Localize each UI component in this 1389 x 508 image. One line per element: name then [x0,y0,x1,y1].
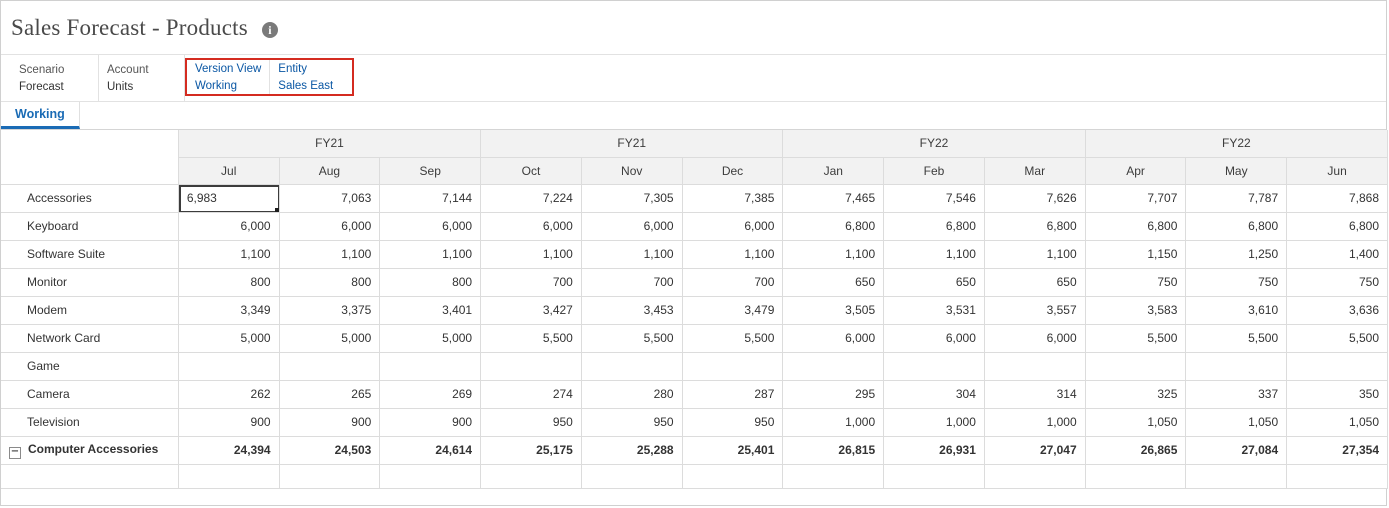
tab-working-label: Working [15,107,65,121]
cell-r1-c11[interactable]: 6,800 [1287,212,1388,240]
table-row [1,352,1388,380]
blank-cell [884,464,985,488]
blank-cell [380,464,481,488]
cell-r4-c5[interactable]: 3,479 [682,296,783,324]
cell-r7-c10[interactable]: 337 [1186,380,1287,408]
cell-r9-c0[interactable]: 24,394 [178,436,279,464]
cell-r2-c1[interactable]: 1,100 [279,240,380,268]
row-label-text: Accessories [27,191,92,205]
cell-r9-c3[interactable]: 25,175 [481,436,582,464]
cell-r3-c1[interactable]: 800 [279,268,380,296]
cell-r1-c6[interactable]: 6,800 [783,212,884,240]
cell-r6-c6[interactable] [783,352,884,380]
row-label-software-suite[interactable] [1,240,178,268]
month-header-apr[interactable]: Apr [1085,157,1186,184]
fill-handle[interactable] [275,208,280,213]
table-row [1,380,1388,408]
cell-r2-c11[interactable]: 1,400 [1287,240,1388,268]
table-row-blank [1,464,1388,488]
tab-working[interactable] [1,102,80,129]
pov-entity-value: Sales East [278,79,334,92]
table-body [1,184,1388,488]
cell-r0-c0[interactable] [178,184,279,212]
blank-cell [1186,464,1287,488]
table-row [1,436,1388,464]
blank-cell [1287,464,1388,488]
cell-r0-c7[interactable]: 7,546 [884,184,985,212]
cell-value: 6,983 [186,191,217,205]
row-label-network-card[interactable] [1,324,178,352]
cell-r6-c2[interactable] [380,352,481,380]
cell-r3-c7[interactable]: 650 [884,268,985,296]
row-label-monitor[interactable] [1,268,178,296]
cell-r3-c10[interactable]: 750 [1186,268,1287,296]
pov-scenario-value: Forecast [19,80,64,93]
cell-r2-c6[interactable]: 1,100 [783,240,884,268]
cell-r2-c3[interactable]: 1,100 [481,240,582,268]
cell-r5-c9[interactable]: 5,500 [1085,324,1186,352]
row-label-game[interactable] [1,352,178,380]
row-label-text: Game [27,359,60,373]
row-label-camera[interactable] [1,380,178,408]
row-label-text: Keyboard [27,219,79,233]
cell-r5-c3[interactable]: 5,500 [481,324,582,352]
forecast-table [1,130,1388,489]
cell-r9-c7[interactable]: 26,931 [884,436,985,464]
cell-r8-c8[interactable]: 1,000 [984,408,1085,436]
cell-r3-c6[interactable]: 650 [783,268,884,296]
cell-r7-c1[interactable]: 265 [279,380,380,408]
cell-r8-c2[interactable]: 900 [380,408,481,436]
blank-cell [178,464,279,488]
collapse-icon[interactable]: − [10,446,20,457]
tab-strip-filler [80,102,1386,129]
cell-r0-c8[interactable]: 7,626 [984,184,1085,212]
table-row [1,240,1388,268]
cell-r7-c6[interactable]: 295 [783,380,884,408]
cell-r6-c3[interactable] [481,352,582,380]
cell-r6-c0[interactable] [178,352,279,380]
year-header-fy22-q2[interactable]: FY22 [1085,130,1387,157]
cell-r8-c9[interactable]: 1,050 [1085,408,1186,436]
cell-r3-c9[interactable]: 750 [1085,268,1186,296]
year-header-fy22-q1[interactable]: FY22 [783,130,1085,157]
cell-r3-c5[interactable]: 700 [682,268,783,296]
row-label-text: Camera [27,387,70,401]
cell-r9-c10[interactable]: 27,084 [1186,436,1287,464]
cell-r4-c6[interactable]: 3,505 [783,296,884,324]
month-header-may[interactable]: May [1186,157,1287,184]
year-header-row [1,130,1388,157]
cell-r3-c4[interactable]: 700 [581,268,682,296]
cell-r8-c5[interactable]: 950 [682,408,783,436]
cell-r7-c5[interactable]: 287 [682,380,783,408]
pov-version-view-dimension: Version View [195,62,262,75]
cell-r5-c10[interactable]: 5,500 [1186,324,1287,352]
cell-r9-c1[interactable]: 24,503 [279,436,380,464]
cell-r7-c0[interactable]: 262 [178,380,279,408]
cell-r1-c9[interactable]: 6,800 [1085,212,1186,240]
cell-r6-c7[interactable] [884,352,985,380]
cell-r7-c9[interactable]: 325 [1085,380,1186,408]
cell-r8-c1[interactable]: 900 [279,408,380,436]
cell-r1-c2[interactable]: 6,000 [380,212,481,240]
cell-r4-c1[interactable]: 3,375 [279,296,380,324]
cell-r8-c3[interactable]: 950 [481,408,582,436]
pov-entity[interactable] [270,60,352,94]
pov-scenario[interactable] [11,55,99,101]
cell-r9-c11[interactable]: 27,354 [1287,436,1388,464]
cell-r6-c1[interactable] [279,352,380,380]
cell-r1-c10[interactable]: 6,800 [1186,212,1287,240]
row-label-text: Modem [27,303,68,317]
table-row [1,184,1388,212]
cell-r3-c3[interactable]: 700 [481,268,582,296]
cell-r4-c0[interactable]: 3,349 [178,296,279,324]
cell-r5-c0[interactable]: 5,000 [178,324,279,352]
pov-account-value: Units [107,80,134,93]
row-label-text: Software Suite [27,247,106,261]
cell-r3-c8[interactable]: 650 [984,268,1085,296]
cell-r2-c0[interactable]: 1,100 [178,240,279,268]
cell-r4-c11[interactable]: 3,636 [1287,296,1388,324]
cell-r7-c8[interactable]: 314 [984,380,1085,408]
tab-strip [1,102,1386,130]
info-icon[interactable]: i [262,22,278,38]
table-row [1,268,1388,296]
cell-r2-c7[interactable]: 1,100 [884,240,985,268]
row-label-keyboard[interactable] [1,212,178,240]
cell-r6-c11[interactable] [1287,352,1388,380]
row-label-television[interactable] [1,408,178,436]
cell-r4-c4[interactable]: 3,453 [581,296,682,324]
table-row [1,296,1388,324]
month-header-row [1,157,1388,184]
pov-version-view-value: Working [195,79,237,92]
cell-r5-c11[interactable]: 5,500 [1287,324,1388,352]
month-header-jan[interactable]: Jan [783,157,884,184]
cell-r4-c9[interactable]: 3,583 [1085,296,1186,324]
pov-account-dimension: Account [107,63,149,76]
cell-r0-c6[interactable]: 7,465 [783,184,884,212]
cell-r0-c5[interactable]: 7,385 [682,184,783,212]
cell-r6-c9[interactable] [1085,352,1186,380]
cell-r9-c4[interactable]: 25,288 [581,436,682,464]
cell-r1-c5[interactable]: 6,000 [682,212,783,240]
cell-r5-c4[interactable]: 5,500 [581,324,682,352]
cell-r8-c4[interactable]: 950 [581,408,682,436]
cell-r7-c4[interactable]: 280 [581,380,682,408]
cell-r8-c7[interactable]: 1,000 [884,408,985,436]
cell-r6-c8[interactable] [984,352,1085,380]
cell-r4-c7[interactable]: 3,531 [884,296,985,324]
cell-r1-c8[interactable]: 6,800 [984,212,1085,240]
pov-group-highlighted [185,58,354,96]
blank-cell [783,464,884,488]
month-header-oct[interactable]: Oct [481,157,582,184]
cell-r1-c7[interactable]: 6,800 [884,212,985,240]
cell-r5-c6[interactable]: 6,000 [783,324,884,352]
cell-r1-c3[interactable]: 6,000 [481,212,582,240]
row-label-text: Computer Accessories [28,442,159,456]
pov-scenario-dimension: Scenario [19,63,65,76]
cell-r4-c2[interactable]: 3,401 [380,296,481,324]
pov-entity-dimension: Entity [278,62,308,75]
grid-corner [1,130,178,184]
cell-r0-c4[interactable]: 7,305 [581,184,682,212]
cell-r0-c9[interactable]: 7,707 [1085,184,1186,212]
cell-r8-c6[interactable]: 1,000 [783,408,884,436]
cell-r0-c10[interactable]: 7,787 [1186,184,1287,212]
blank-cell [279,464,380,488]
row-label-computer-accessories[interactable] [1,436,178,464]
cell-r2-c9[interactable]: 1,150 [1085,240,1186,268]
cell-r9-c8[interactable]: 27,047 [984,436,1085,464]
cell-r2-c10[interactable]: 1,250 [1186,240,1287,268]
row-label-text: Monitor [27,275,68,289]
blank-cell [984,464,1085,488]
cell-r7-c3[interactable]: 274 [481,380,582,408]
pov-version-view[interactable] [187,60,270,94]
cell-r3-c2[interactable]: 800 [380,268,481,296]
cell-r1-c4[interactable]: 6,000 [581,212,682,240]
blank-cell [682,464,783,488]
cell-r5-c1[interactable]: 5,000 [279,324,380,352]
month-header-sep[interactable]: Sep [380,157,481,184]
cell-r5-c8[interactable]: 6,000 [984,324,1085,352]
cell-r6-c10[interactable] [1186,352,1287,380]
cell-r5-c5[interactable]: 5,500 [682,324,783,352]
table-head [1,130,1388,184]
title-bar [1,1,1386,55]
blank-cell [1085,464,1186,488]
row-label-accessories[interactable] [1,184,178,212]
cell-r4-c3[interactable]: 3,427 [481,296,582,324]
month-header-nov[interactable]: Nov [581,157,682,184]
blank-cell [1,464,178,488]
cell-r3-c0[interactable]: 800 [178,268,279,296]
cell-r8-c10[interactable]: 1,050 [1186,408,1287,436]
cell-r4-c8[interactable]: 3,557 [984,296,1085,324]
year-header-fy21-q2[interactable]: FY21 [481,130,783,157]
month-header-mar[interactable]: Mar [984,157,1085,184]
cell-r2-c5[interactable]: 1,100 [682,240,783,268]
cell-r0-c2[interactable]: 7,144 [380,184,481,212]
cell-r9-c5[interactable]: 25,401 [682,436,783,464]
month-header-jul[interactable]: Jul [178,157,279,184]
cell-r3-c11[interactable]: 750 [1287,268,1388,296]
cell-r4-c10[interactable]: 3,610 [1186,296,1287,324]
cell-r1-c1[interactable]: 6,000 [279,212,380,240]
cell-r7-c7[interactable]: 304 [884,380,985,408]
table-row [1,408,1388,436]
cell-r7-c11[interactable]: 350 [1287,380,1388,408]
cell-r2-c2[interactable]: 1,100 [380,240,481,268]
cell-r1-c0[interactable]: 6,000 [178,212,279,240]
page-title: Sales Forecast - Products [11,14,248,40]
pov-account[interactable] [99,55,185,101]
table-row [1,324,1388,352]
cell-r9-c2[interactable]: 24,614 [380,436,481,464]
row-label-text: Television [27,415,80,429]
cell-r2-c4[interactable]: 1,100 [581,240,682,268]
month-header-jun[interactable]: Jun [1287,157,1388,184]
cell-r5-c7[interactable]: 6,000 [884,324,985,352]
cell-r8-c0[interactable]: 900 [178,408,279,436]
table-row [1,212,1388,240]
cell-r9-c9[interactable]: 26,865 [1085,436,1186,464]
cell-r2-c8[interactable]: 1,100 [984,240,1085,268]
cell-r0-c11[interactable]: 7,868 [1287,184,1388,212]
month-header-dec[interactable]: Dec [682,157,783,184]
blank-cell [481,464,582,488]
row-label-text: Network Card [27,331,101,345]
blank-cell [581,464,682,488]
cell-r7-c2[interactable]: 269 [380,380,481,408]
year-header-fy21-q1[interactable]: FY21 [178,130,480,157]
cell-r5-c2[interactable]: 5,000 [380,324,481,352]
month-header-feb[interactable]: Feb [884,157,985,184]
cell-r0-c3[interactable]: 7,224 [481,184,582,212]
cell-r6-c4[interactable] [581,352,682,380]
row-label-modem[interactable] [1,296,178,324]
cell-r6-c5[interactable] [682,352,783,380]
cell-r9-c6[interactable]: 26,815 [783,436,884,464]
pov-bar [1,55,1386,102]
pov-group-static [11,55,185,101]
month-header-aug[interactable]: Aug [279,157,380,184]
cell-r8-c11[interactable]: 1,050 [1287,408,1388,436]
forecast-grid [1,130,1386,489]
cell-r0-c1[interactable]: 7,063 [279,184,380,212]
